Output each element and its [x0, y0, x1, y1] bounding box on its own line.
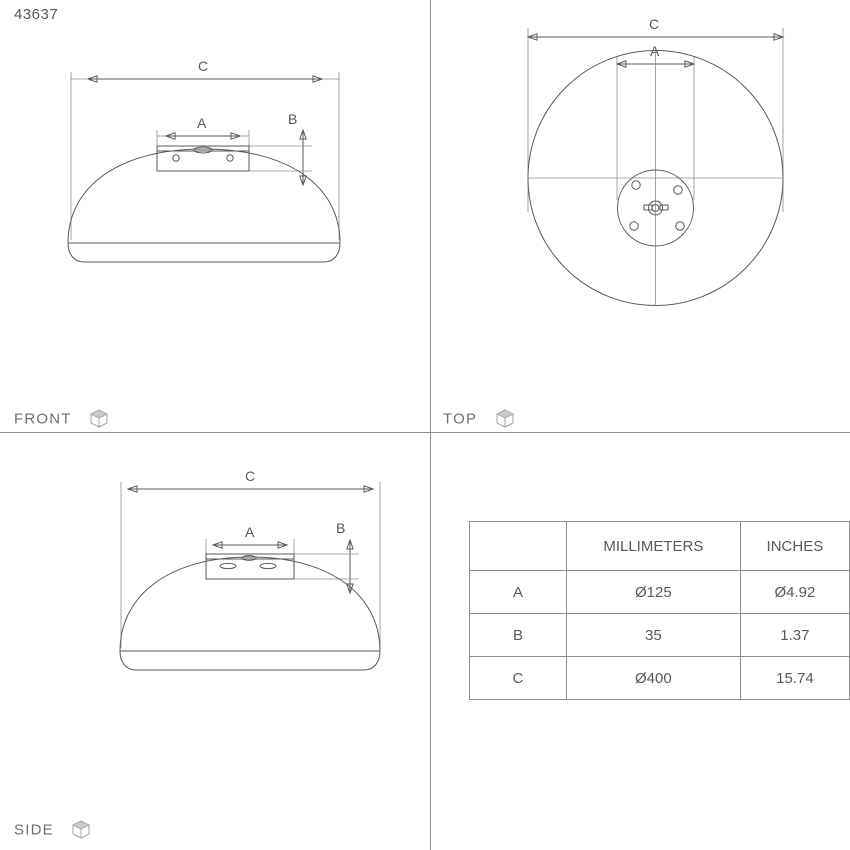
top-view-pane: [431, 0, 850, 432]
dimension-label-c: C: [245, 468, 256, 484]
dimension-label-c: C: [198, 58, 209, 74]
dimension-label-c: C: [649, 16, 660, 32]
table-header-millimeters: MILLIMETERS: [566, 522, 740, 571]
table-row: [470, 614, 850, 657]
side-view-drawing: [0, 433, 430, 850]
front-view-drawing: [0, 0, 430, 432]
dimension-label-a: A: [197, 115, 207, 131]
table-row: [470, 571, 850, 614]
view-label-front: [14, 407, 111, 431]
row-mm-a: Ø125: [566, 571, 740, 614]
row-mm-b: 35: [566, 614, 740, 657]
row-in-a: Ø4.92: [740, 571, 849, 614]
table-header-row: [470, 522, 850, 571]
dimension-table: [469, 521, 850, 700]
side-view-pane: [0, 433, 430, 850]
view-label-top: [443, 407, 517, 431]
row-in-b: 1.37: [740, 614, 849, 657]
row-mm-c: Ø400: [566, 657, 740, 700]
part-number: 43637: [14, 6, 59, 23]
view-label-side: [14, 818, 93, 842]
view-label-side-text: SIDE: [14, 821, 54, 839]
cube-icon: [69, 818, 93, 842]
view-label-front-text: FRONT: [14, 410, 72, 428]
dimension-label-a: A: [245, 524, 255, 540]
dimension-label-b: B: [336, 520, 346, 536]
cube-icon: [493, 407, 517, 431]
row-in-c: 15.74: [740, 657, 849, 700]
table-row: [470, 657, 850, 700]
top-view-drawing: [431, 0, 850, 432]
dimension-table-pane: [431, 433, 850, 850]
front-view-pane: [0, 0, 430, 432]
table-header-blank: [470, 522, 567, 571]
cube-icon: [87, 407, 111, 431]
view-label-top-text: TOP: [443, 410, 478, 428]
dimension-label-a: A: [650, 43, 660, 59]
dimension-label-b: B: [288, 111, 298, 127]
row-label-a: A: [470, 571, 567, 614]
row-label-b: B: [470, 614, 567, 657]
row-label-c: C: [470, 657, 567, 700]
table-header-inches: INCHES: [740, 522, 849, 571]
